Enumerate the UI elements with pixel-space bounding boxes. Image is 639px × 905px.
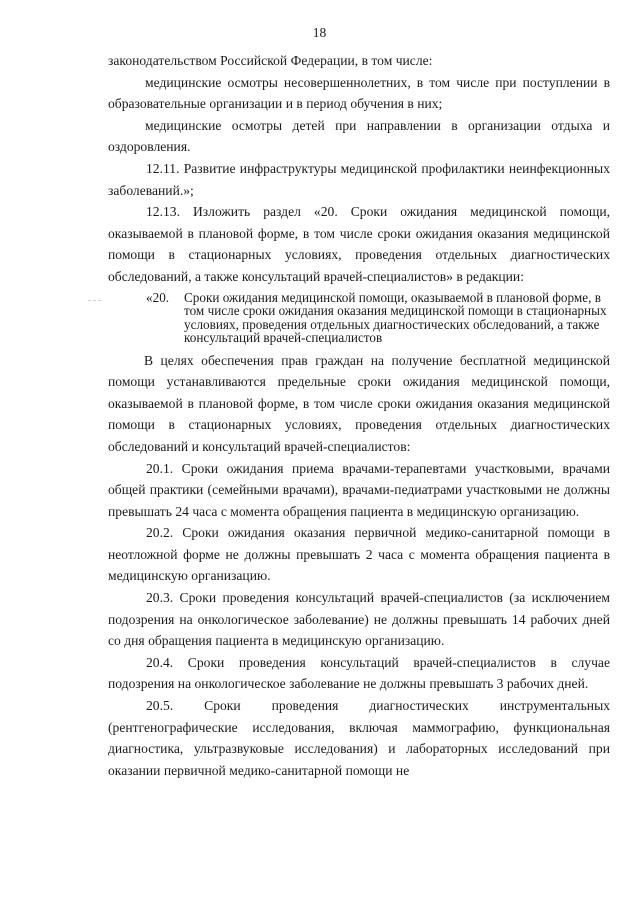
section-20-heading bbox=[146, 291, 610, 345]
paragraph-children-exams: медицинские осмотры детей при направлении в организации отдыха и оздоровления. bbox=[108, 117, 610, 155]
section-20-number: «20. bbox=[146, 289, 170, 305]
paragraph-20-2: 20.2. Сроки ожидания оказания первичной медико-санитарной помощи в неотложной форме не должны превышать 2 часа с момента обращения пациента в медицинскую организацию. bbox=[108, 525, 610, 584]
paragraph-20-1: 20.1. Сроки ожидания приема врачами-терапевтами участковыми, врачами общей практики (семейными врачами), врачами-педиатрами участковыми не должны превышать 24 часа с момента обращения пациента в медицинскую организацию. bbox=[108, 460, 610, 519]
paragraph-minors-exams: медицинские осмотры несовершеннолетних, в том числе при поступлении в образовательные организации и в период обучения в них; bbox=[108, 74, 610, 112]
paragraph-12-11: 12.11. Развитие инфраструктуры медицинской профилактики неинфекционных заболеваний.»; bbox=[108, 160, 610, 198]
paragraph-20-3: 20.3. Сроки проведения консультаций врачей-специалистов (за исключением подозрения на онкологическое заболевание) не должны превышать 14 рабочих дней со дня обращения пациента в медицинскую организацию. bbox=[108, 590, 610, 649]
paragraph-12-13: 12.13. Изложить раздел «20. Сроки ожидания медицинской помощи, оказываемой в плановой форме, в том числе сроки ожидания оказания медицинской помощи в стационарных условиях, проведения отдельных диагностических обследований, а также консультаций врачей-специалистов» в редакции: bbox=[108, 204, 610, 284]
paragraph-20-5: 20.5. Сроки проведения диагностических инструментальных (рентгенографические исследования, включая маммографию, функциональная диагностика, ультразвуковые исследования) и лабораторных исследований при оказании первичной медико-санитарной помощи не bbox=[108, 698, 610, 778]
paragraph-20-4: 20.4. Сроки проведения консультаций врачей-специалистов в случае подозрения на онкологическое заболевание не должны превышать 3 рабочих дней. bbox=[108, 654, 610, 692]
paragraph-intro: В целях обеспечения прав граждан на получение бесплатной медицинской помощи устанавливаются предельные сроки ожидания медицинской помощи, оказываемой в плановой форме, в том числе сроки ожидания оказания медицинской помощи в стационарных условиях, проведения отдельных диагностических обследований и консультаций врачей-специалистов: bbox=[108, 352, 610, 454]
document-body bbox=[108, 50, 610, 781]
page-number: 18 bbox=[312, 25, 327, 40]
margin-mark bbox=[88, 291, 106, 297]
paragraph-legislation: законодательством Российской Федерации, в том числе: bbox=[108, 53, 433, 68]
section-20-title: Сроки ожидания медицинской помощи, оказываемой в плановой форме, в том числе сроки ожидания оказания медицинской помощи в стационарных условиях, проведения отдельных диагностических обследований, а также консультаций врачей-специалистов bbox=[184, 289, 607, 346]
